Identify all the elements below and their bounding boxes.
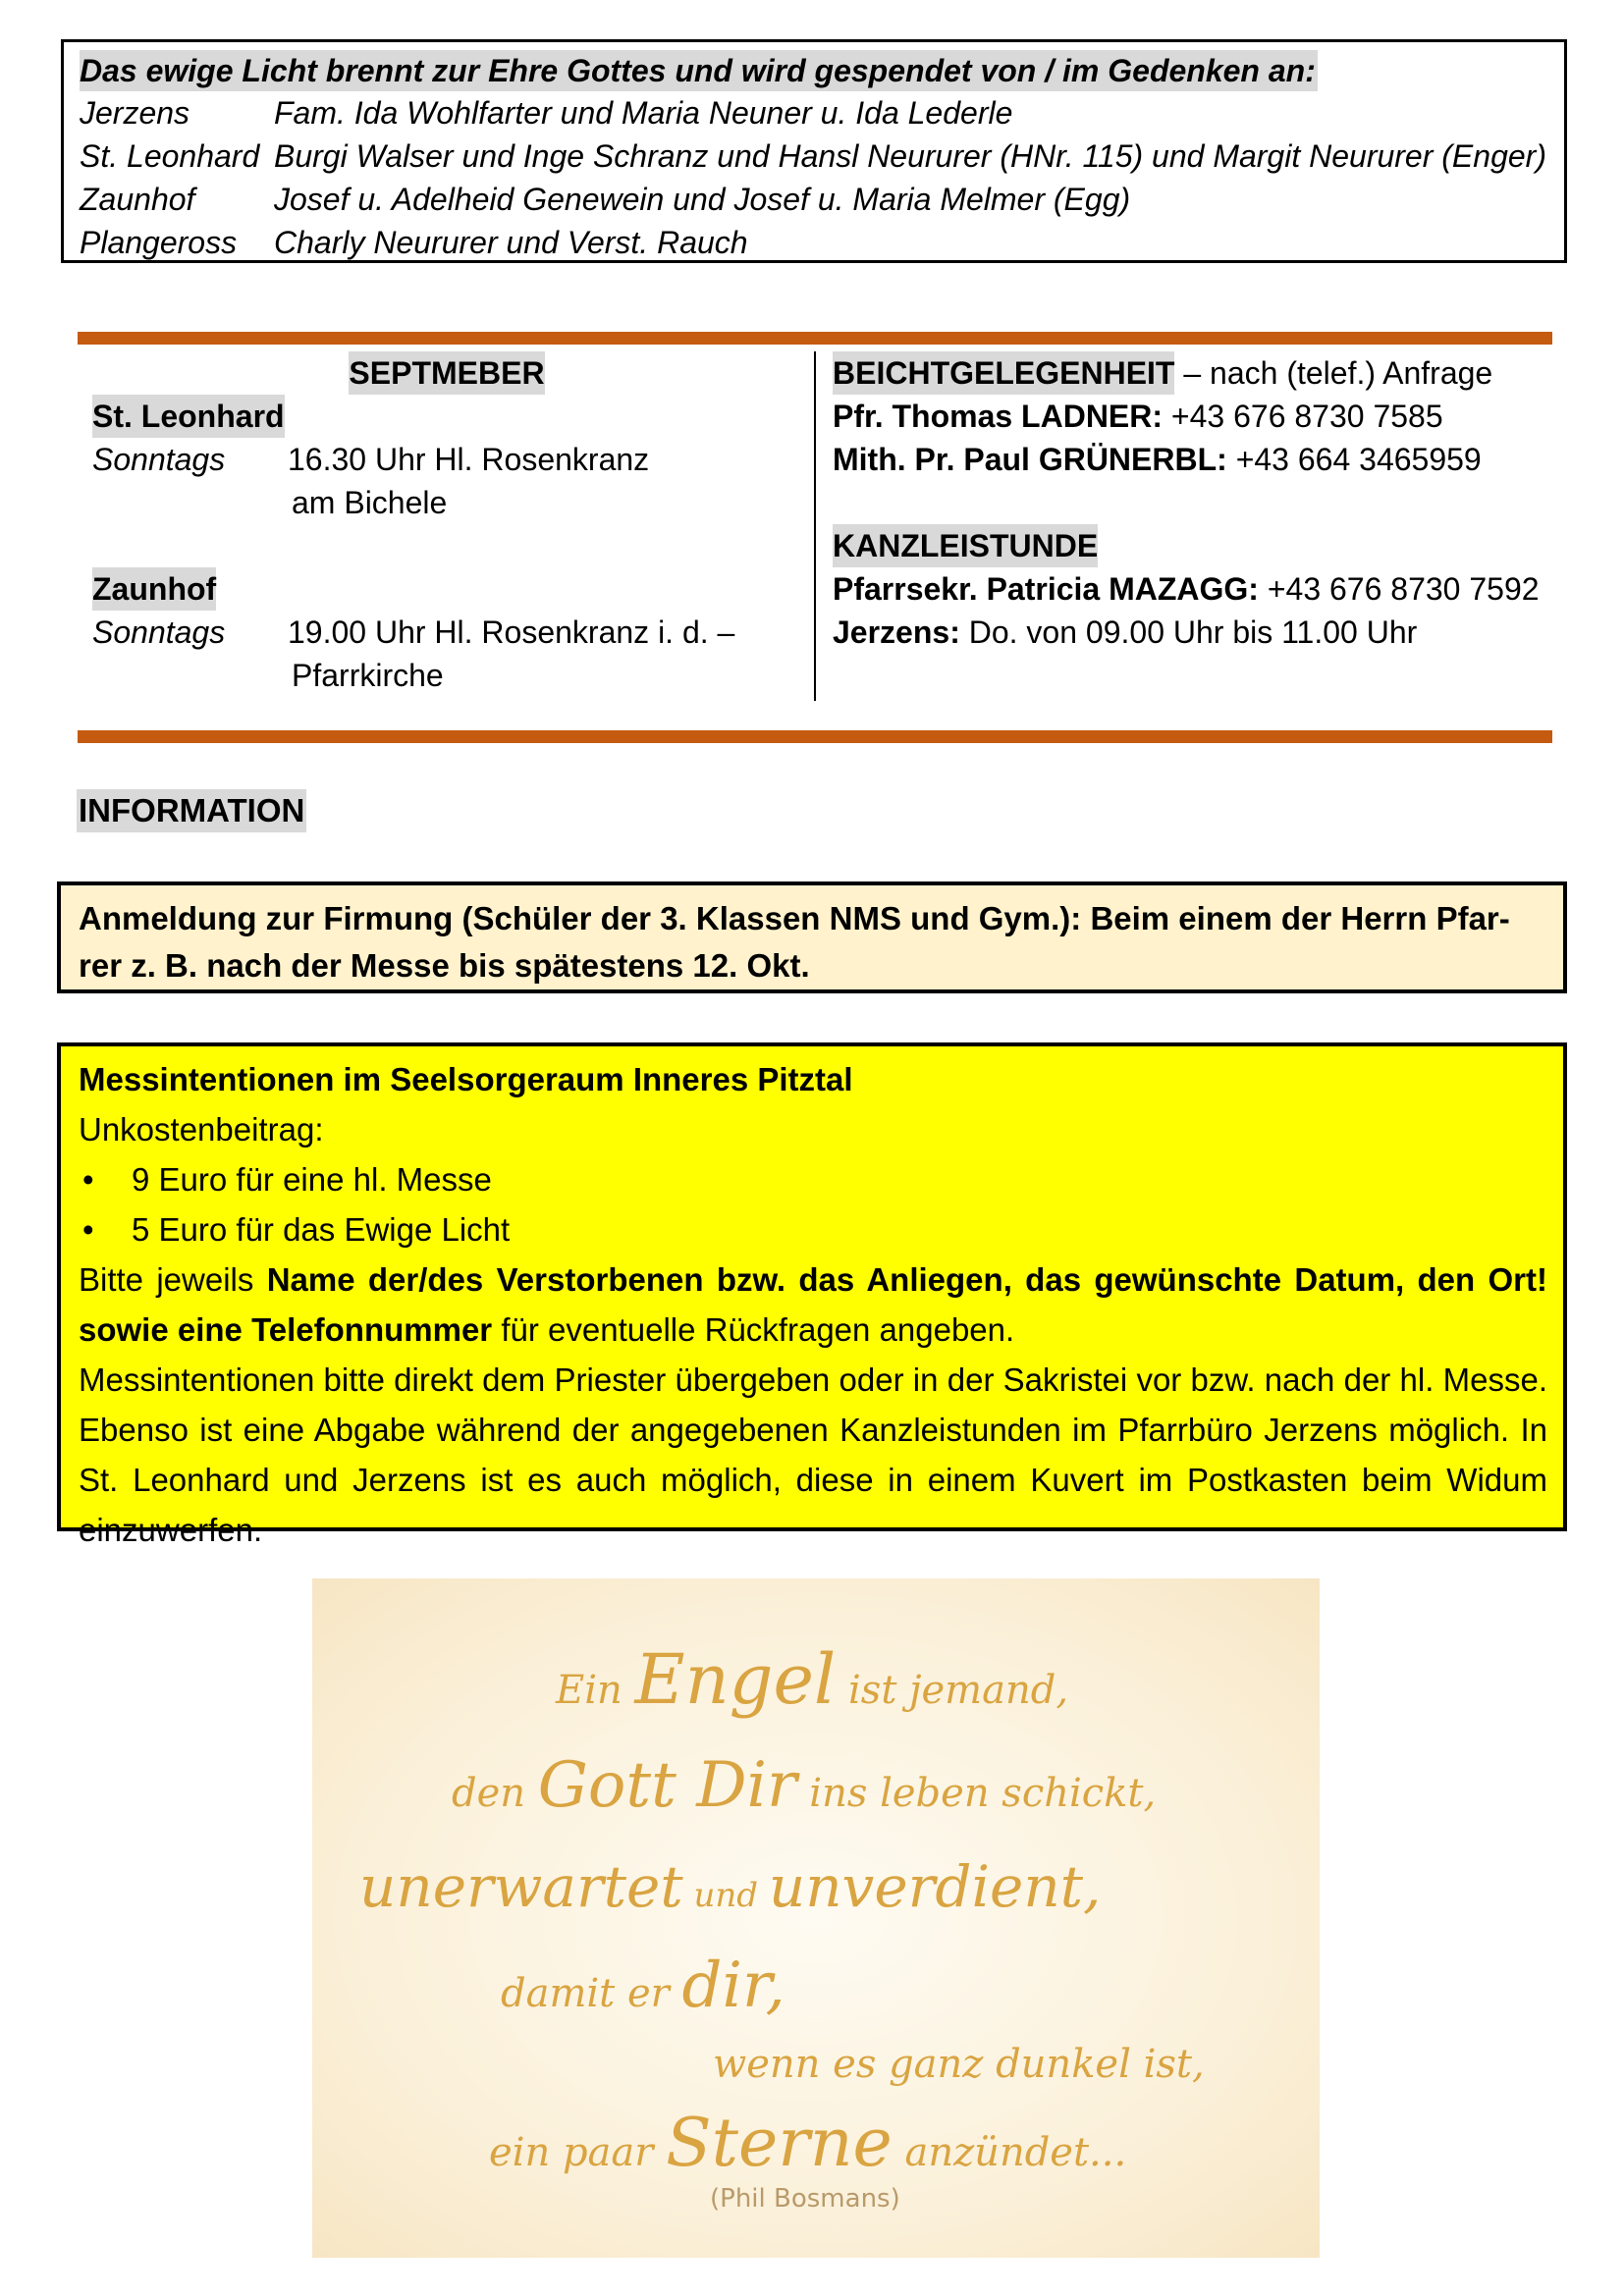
- eternal-light-row: [80, 91, 1549, 134]
- request-paragraph: [79, 1255, 1547, 1355]
- eternal-light-names: Burgi Walser und Inge Schranz und Hansl Neururer (HNr. 115) und Margit Neururer (Enger): [274, 138, 1546, 174]
- zaunhof-schedule: [92, 611, 801, 654]
- eternal-light-place: Plangeross: [80, 225, 238, 260]
- bullet-icon: •: [82, 1161, 94, 1198]
- secretary-phone: +43 676 8730 7592: [1258, 571, 1540, 607]
- list-item-text: 9 Euro für eine hl. Messe: [132, 1161, 492, 1198]
- mass-intentions-title: Messintentionen im Seelsorgeraum Inneres Pitztal: [79, 1061, 853, 1097]
- eternal-light-place: St. Leonhard: [80, 138, 260, 174]
- contact-info: [833, 351, 1559, 654]
- st-leonhard-label: St. Leonhard: [92, 395, 285, 438]
- list-item: [79, 1154, 1547, 1204]
- confirmation-line: rer z. B. nach der Messe bis spätestens 12. Okt.: [79, 947, 810, 984]
- quote-line-6: ein paar Sterne anzündet...: [489, 2105, 1127, 2182]
- angel-quote-image: [312, 1578, 1320, 2258]
- priest-2-name: Mith. Pr. Paul GRÜNERBL:: [833, 442, 1227, 477]
- office-location: Jerzens:: [833, 614, 960, 650]
- eternal-light-place: Zaunhof: [80, 182, 195, 217]
- zaunhof-label: Zaunhof: [92, 567, 216, 611]
- eternal-light-row: [80, 178, 1549, 221]
- list-item: [79, 1204, 1547, 1255]
- quote-line-2: den Gott Dir ins leben schickt,: [452, 1749, 1157, 1822]
- quote-svg: [312, 1578, 1320, 2258]
- eternal-light-names: Charly Neururer und Verst. Rauch: [274, 225, 748, 260]
- office-hours-heading: KANZLEISTUNDE: [833, 524, 1098, 567]
- schedule-text: 19.00 Uhr Hl. Rosenkranz i. d. –: [288, 614, 735, 650]
- september-title: SEPTMEBER: [349, 351, 544, 395]
- confirmation-line: Anmeldung zur Firmung (Schüler der 3. Klassen NMS und Gym.): Beim einem der Herrn Pfar-: [79, 900, 1510, 936]
- quote-line-5: wenn es ganz dunkel ist,: [713, 2042, 1205, 2087]
- information-heading: INFORMATION: [77, 789, 306, 832]
- orange-divider-top: [78, 332, 1552, 345]
- confirmation-notice: [57, 881, 1567, 993]
- confession-heading: BEICHTGELEGENHEIT: [833, 351, 1174, 395]
- eternal-light-row: [80, 134, 1549, 178]
- mass-intentions-box: [57, 1042, 1567, 1548]
- st-leonhard-schedule: [92, 438, 801, 481]
- eternal-light-names: Fam. Ida Wohlfarter und Maria Neuner u. Ida Lederle: [274, 95, 1013, 131]
- september-schedule: [92, 351, 801, 697]
- eternal-light-place: Jerzens: [80, 95, 190, 131]
- eternal-light-box: [61, 39, 1567, 263]
- priest-2-phone: +43 664 3465959: [1226, 442, 1482, 477]
- priest-1-phone: +43 676 8730 7585: [1163, 399, 1443, 434]
- quote-line-4: damit er dir,: [501, 1949, 785, 2022]
- quote-line-3: unerwartet und unverdient,: [359, 1853, 1102, 1920]
- schedule-text: Pfarrkirche: [292, 658, 444, 693]
- schedule-day: Sonntags: [92, 614, 226, 650]
- secretary-name: Pfarrsekr. Patricia MAZAGG:: [833, 571, 1259, 607]
- cost-label: Unkostenbeitrag:: [79, 1111, 324, 1148]
- eternal-light-names: Josef u. Adelheid Genewein und Josef u. Maria Melmer (Egg): [274, 182, 1131, 217]
- priest-1-name: Pfr. Thomas LADNER:: [833, 399, 1164, 434]
- schedule-text: am Bichele: [292, 485, 448, 520]
- confession-note: – nach (telef.) Anfrage: [1174, 355, 1493, 391]
- submission-paragraph: Messintentionen bitte direkt dem Priester übergeben oder in der Sakristei vor bzw. nach der hl. Messe. Ebenso ist eine Abgabe während der angegebenen Kanzleistunden im Pfarrbüro Jerzens möglich. In St. Leonhard und Jerzens ist es auch möglich, diese in einem Kuvert im Postkasten beim Widum einzuwerfen.: [79, 1362, 1547, 1548]
- office-time: Do. von 09.00 Uhr bis 11.00 Uhr: [959, 614, 1418, 650]
- schedule-text: 16.30 Uhr Hl. Rosenkranz: [288, 442, 650, 477]
- schedule-day: Sonntags: [92, 442, 226, 477]
- bullet-icon: •: [82, 1211, 94, 1248]
- eternal-light-heading: Das ewige Licht brennt zur Ehre Gottes und wird gespendet von / im Gedenken an:: [80, 50, 1318, 91]
- quote-line-1: Ein Engel ist jemand,: [556, 1639, 1069, 1720]
- column-divider: [814, 351, 816, 701]
- orange-divider-bottom: [78, 730, 1552, 743]
- request-prefix: Bitte jeweils: [79, 1261, 267, 1298]
- list-item-text: 5 Euro für das Ewige Licht: [132, 1211, 511, 1248]
- request-required-info: Name der/des Verstorbenen bzw. das Anliegen, das gewünschte Datum, den Ort! sowie eine Telefonnummer: [79, 1261, 1547, 1348]
- request-suffix: für eventuelle Rückfragen angeben.: [492, 1311, 1015, 1348]
- eternal-light-row: [80, 221, 1549, 264]
- quote-author: (Phil Bosmans): [710, 2184, 900, 2214]
